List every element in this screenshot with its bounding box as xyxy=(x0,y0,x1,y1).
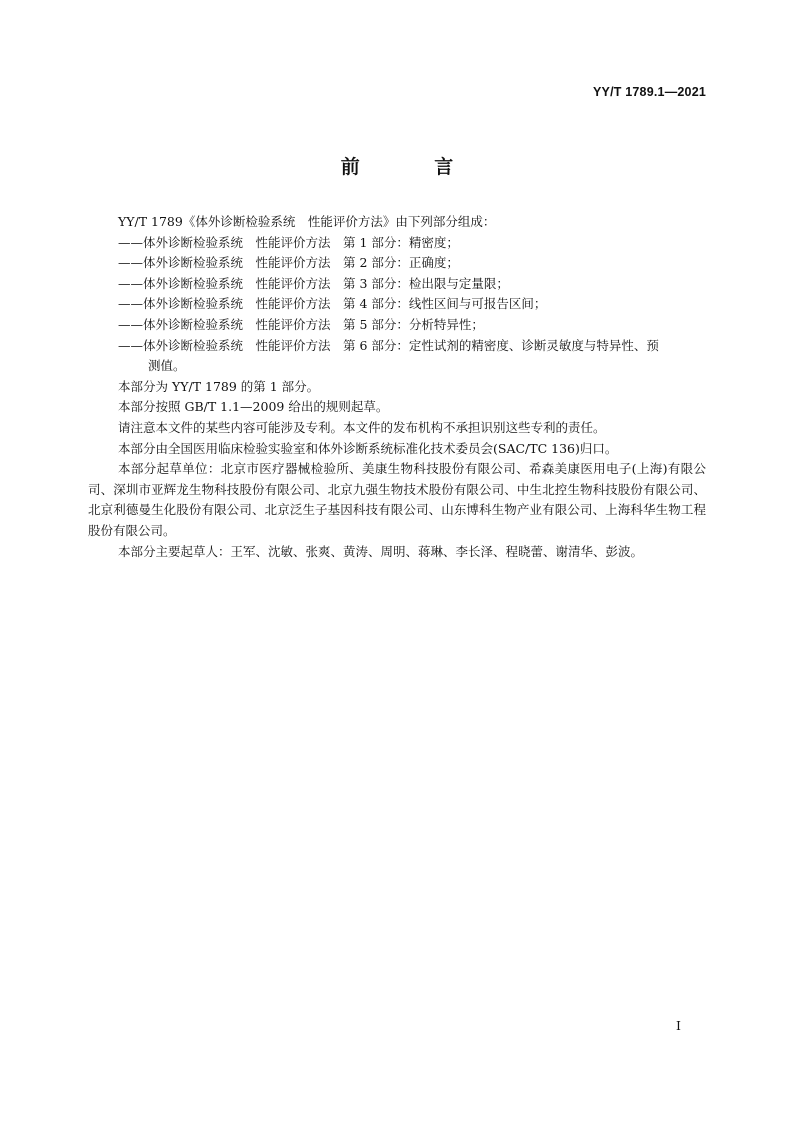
part-list-item-6-continuation: 测值。 xyxy=(148,358,186,374)
part-list-item-1: ——体外诊断检验系统 性能评价方法 第 1 部分：精密度； xyxy=(118,234,459,250)
paragraph-patent-notice: 请注意本文件的某些内容可能涉及专利。本文件的发布机构不承担识别这些专利的责任。 xyxy=(118,419,606,435)
document-body xyxy=(88,212,706,562)
page-title: 前 言 xyxy=(340,156,488,178)
paragraph-drafters: 本部分主要起草人：王军、沈敏、张爽、黄涛、周明、蒋琳、李长泽、程晓蕾、谢清华、彭波。 xyxy=(118,543,644,559)
paragraph-part-number: 本部分为 YY/T 1789 的第 1 部分。 xyxy=(118,378,320,394)
part-list-item-5: ——体外诊断检验系统 性能评价方法 第 5 部分：分析特异性； xyxy=(118,316,484,332)
part-list-item-4: ——体外诊断检验系统 性能评价方法 第 4 部分：线性区间与可报告区间； xyxy=(118,296,547,312)
standard-code: YY/T 1789.1—2021 xyxy=(593,85,706,99)
paragraph-drafting-units: 本部分起草单位：北京市医疗器械检验所、美康生物科技股份有限公司、希森美康医用电子(上海)有限公司、深圳市亚辉龙生物科技股份有限公司、北京九强生物技术股份有限公司、中生北控生物科技股份有限公司、北京利德曼生化股份有限公司、北京泛生子基因科技有限公司、山东博科生物产业有限公司、上海科华生物工程股份有限公司。 xyxy=(88,461,706,538)
paragraph-committee: 本部分由全国医用临床检验实验室和体外诊断系统标准化技术委员会(SAC/TC 136)归口。 xyxy=(118,440,618,456)
part-list-item-2: ——体外诊断检验系统 性能评价方法 第 2 部分：正确度； xyxy=(118,255,459,271)
part-list-item-3: ——体外诊断检验系统 性能评价方法 第 3 部分：检出限与定量限； xyxy=(118,275,509,291)
intro-paragraph: YY/T 1789《体外诊断检验系统 性能评价方法》由下列部分组成： xyxy=(118,214,496,229)
part-list-item-6: ——体外诊断检验系统 性能评价方法 第 6 部分：定性试剂的精密度、诊断灵敏度与特异性、预 xyxy=(118,337,659,353)
paragraph-drafting-rules: 本部分按照 GB/T 1.1—2009 给出的规则起草。 xyxy=(118,399,389,415)
page-number: I xyxy=(676,1018,681,1033)
